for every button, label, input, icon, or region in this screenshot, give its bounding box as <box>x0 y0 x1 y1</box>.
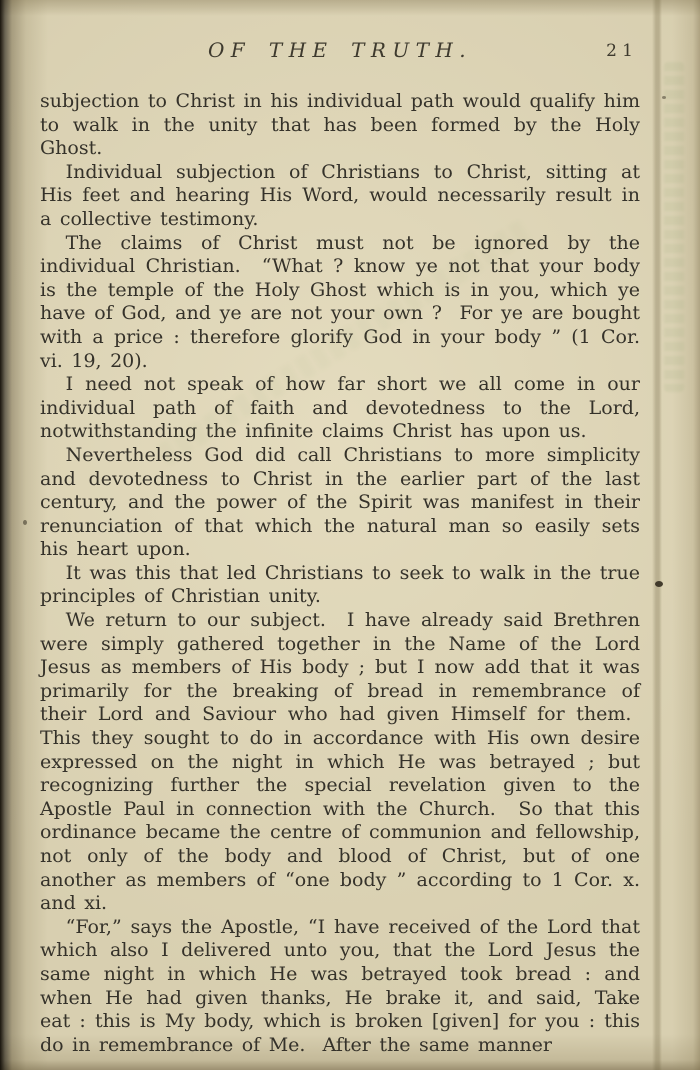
paragraph: “For,” says the Apostle, “I have received of the Lord that which also I delivered unto you, that the Lord Jesus the same night in which He was betrayed took bread : and when He had given thanks, He brake it, and said, Take eat : this is My body, which is broken [given] for you : this do in remembrance of Me. After the same manner <box>40 915 640 1056</box>
page-body <box>40 90 640 1057</box>
paragraph: I need not speak of how far short we all come in our individual path of faith and devotedness to the Lord, notwithstanding the infinite claims Christ has upon us. <box>40 373 640 443</box>
paragraph: It was this that led Christians to seek to walk in the true principles of Christian unity. <box>40 561 640 608</box>
paragraph: subjection to Christ in his individual path would qualify him to walk in the unity that has been formed by the Holy Ghost. <box>40 90 640 160</box>
page-number: 21 <box>606 41 638 61</box>
scan-speck <box>23 520 27 525</box>
paragraph: Nevertheless God did call Christians to more simplicity and devotedness to Christ in the earlier part of the last century, and the power of the Spirit was manifest in their renunciation of that which the natural man so easily sets his heart upon. <box>40 443 640 561</box>
paragraph: The claims of Christ must not be ignored by the individual Christian. “What ? know ye not that your body is the temple of the Holy Ghost which is in you, which ye have of God, and ye are not your own ? For ye are bought with a price : therefore glorify God in your body ” (1 Cor. vi. 19, 20). <box>40 231 640 372</box>
watermark-overlay <box>664 62 684 392</box>
scan-speck <box>662 96 666 99</box>
page-header <box>40 38 640 66</box>
paragraph: We return to our subject. I have already said Brethren were simply gathered together in the Name of the Lord Jesus as members of His body ; but I now add that it was primarily for the breaking of bread in remembrance of their Lord and Saviour who had given Himself for them. This they sought to do in accordance with His own desire expressed on the night in which He was betrayed ; but recognizing further the special revelation given to the Apostle Paul in connection with the Church. So that this ordinance became the centre of communion and fellowship, not only of the body and blood of Christ, but of one another as members of “one body ” according to 1 Cor. x. and xi. <box>40 609 640 915</box>
running-title: OF THE TRUTH. <box>208 38 472 62</box>
scan-speck <box>655 581 663 587</box>
page-content <box>40 38 640 1057</box>
paragraph: Individual subjection of Christians to Christ, sitting at His feet and hearing His Word, would necessarily result in a collective testimony. <box>40 160 640 230</box>
